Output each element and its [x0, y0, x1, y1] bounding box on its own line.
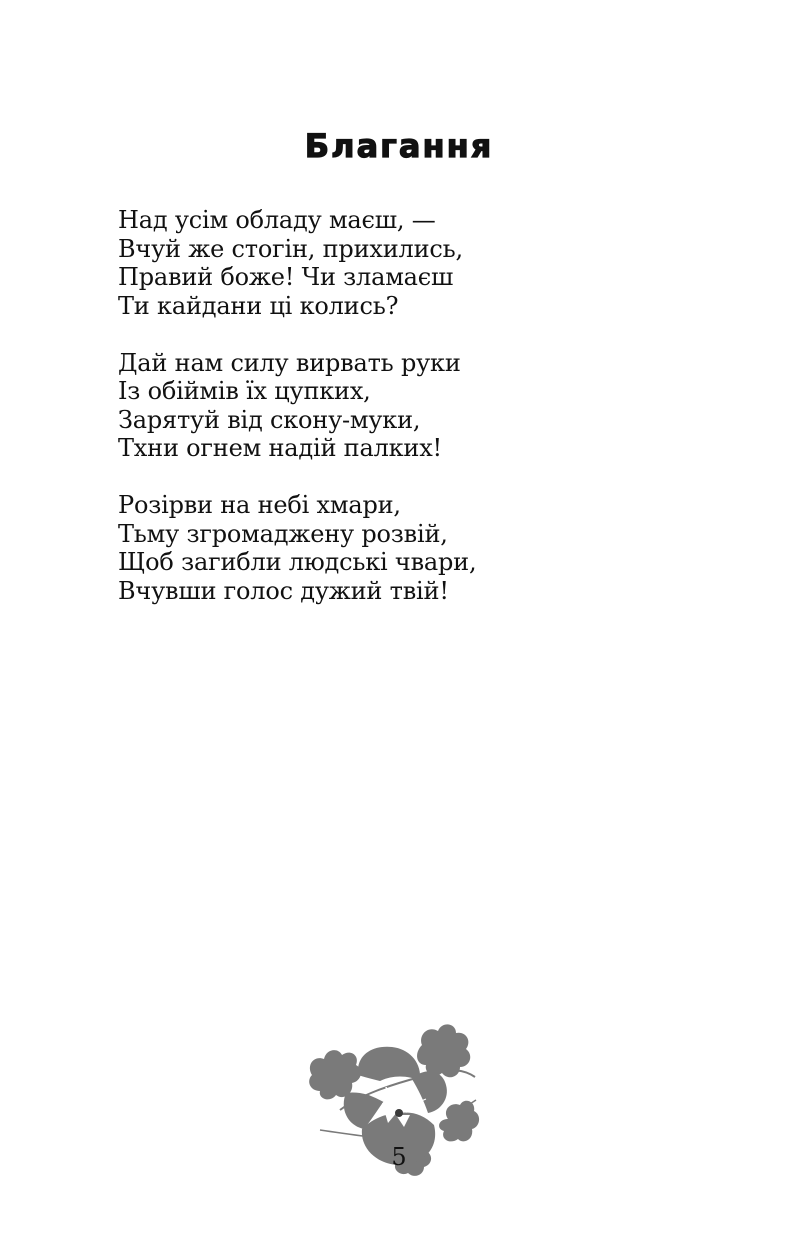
poem-line: Ти кайдани ці колись? [118, 291, 399, 320]
poem-line: Тьму згромаджену розвій, [118, 519, 448, 548]
poem-line: Розірви на небі хмари, [118, 491, 401, 519]
poem-line: Вчуй же стогін, прихились, [118, 234, 463, 263]
poem-title: Благання [304, 127, 494, 165]
poem-line: Над усім обладу маєш, — [118, 206, 436, 234]
stanza-1 [118, 206, 718, 320]
poem-line: Щоб загибли людські чвари, [118, 548, 477, 576]
poem-line: Тхни огнем надій палких! [118, 434, 442, 462]
poem-body [118, 206, 718, 634]
poem-line: Зарятуй від скону-муки, [118, 405, 421, 434]
poem-line: Правий боже! Чи зламаєш [118, 263, 454, 291]
stanza-2 [118, 349, 718, 463]
poem-line: Дай нам силу вирвать руки [118, 348, 461, 377]
page-number: 5 [391, 1143, 407, 1171]
poem-line: Із обіймів їх цупких, [118, 377, 371, 405]
stanza-3 [118, 491, 718, 605]
poem-line: Вчувши голос дужий твій! [118, 576, 449, 605]
